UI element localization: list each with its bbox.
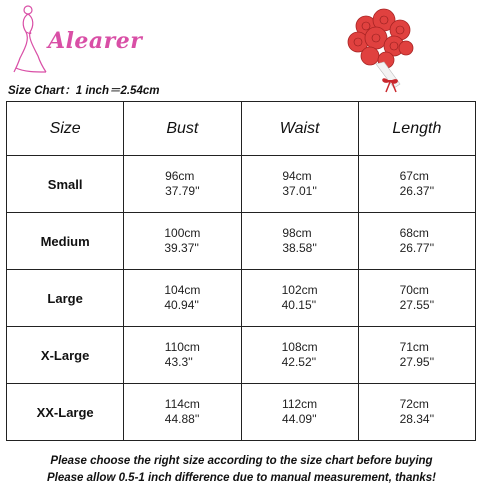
waist-cm: 94cm <box>282 169 312 183</box>
woman-silhouette-icon <box>8 2 52 74</box>
waist-cell <box>241 327 358 384</box>
length-cm: 70cm <box>399 283 429 297</box>
header-length: Length <box>358 102 475 156</box>
header-bust: Bust <box>124 102 241 156</box>
length-inch: 26.37'' <box>399 184 435 198</box>
length-cell <box>358 270 475 327</box>
length-inch: 28.34'' <box>399 412 435 426</box>
brand-logo <box>8 2 208 74</box>
size-chart-subtitle: Size Chart：1 inch＝2.54cm <box>8 85 160 97</box>
bust-cell <box>124 270 241 327</box>
table-row <box>7 156 476 213</box>
note-size-advice: Please choose the right size according to the size chart before buying <box>50 455 433 467</box>
waist-inch: 40.15'' <box>281 298 317 312</box>
waist-cell <box>241 270 358 327</box>
bust-cm: 114cm <box>164 397 200 411</box>
bust-cm: 100cm <box>164 226 201 240</box>
note-measurement-difference: Please allow 0.5-1 inch difference due to manual measurement, thanks! <box>46 472 436 484</box>
length-cm: 72cm <box>399 397 429 411</box>
rose-bouquet-icon <box>336 4 428 96</box>
waist-cm: 112cm <box>282 397 318 411</box>
waist-cell <box>241 384 358 441</box>
waist-cm: 108cm <box>281 340 318 354</box>
size-chart-table <box>6 101 476 441</box>
waist-cell <box>241 213 358 270</box>
bust-cell <box>124 156 241 213</box>
length-cell <box>358 327 475 384</box>
size-cell: X-Large <box>7 327 124 384</box>
waist-inch: 42.52'' <box>281 355 317 369</box>
table-row <box>7 213 476 270</box>
size-cell: XX-Large <box>7 384 124 441</box>
bust-cell <box>124 384 241 441</box>
table-row <box>7 270 476 327</box>
table-row <box>7 384 476 441</box>
length-cm: 71cm <box>399 340 429 354</box>
bust-inch: 37.79'' <box>165 184 200 198</box>
length-cm: 68cm <box>399 226 429 240</box>
header-size: Size <box>7 102 124 156</box>
bust-cm: 96cm <box>165 169 195 183</box>
length-cell <box>358 384 475 441</box>
waist-cm: 102cm <box>281 283 318 297</box>
length-inch: 27.95'' <box>399 355 435 369</box>
waist-cm: 98cm <box>282 226 312 240</box>
length-cm: 67cm <box>399 169 429 183</box>
bust-inch: 43.3'' <box>164 355 193 369</box>
size-cell: Medium <box>7 213 124 270</box>
table-header-row <box>7 102 476 156</box>
length-cell <box>358 156 475 213</box>
bust-cm: 104cm <box>164 283 201 297</box>
bust-inch: 40.94'' <box>164 298 199 312</box>
waist-inch: 37.01'' <box>282 184 317 198</box>
table-row <box>7 327 476 384</box>
waist-inch: 44.09'' <box>282 412 317 426</box>
length-inch: 26.77'' <box>399 241 435 255</box>
size-cell: Small <box>7 156 124 213</box>
waist-inch: 38.58'' <box>282 241 317 255</box>
size-cell: Large <box>7 270 124 327</box>
length-inch: 27.55'' <box>399 298 435 312</box>
waist-cell <box>241 156 358 213</box>
bust-cell <box>124 213 241 270</box>
bust-inch: 44.88'' <box>164 412 200 426</box>
bust-inch: 39.37'' <box>164 241 199 255</box>
brand-name: Alearer <box>48 28 143 54</box>
bust-cm: 110cm <box>164 340 200 354</box>
bust-cell <box>124 327 241 384</box>
length-cell <box>358 213 475 270</box>
header-waist: Waist <box>241 102 358 156</box>
